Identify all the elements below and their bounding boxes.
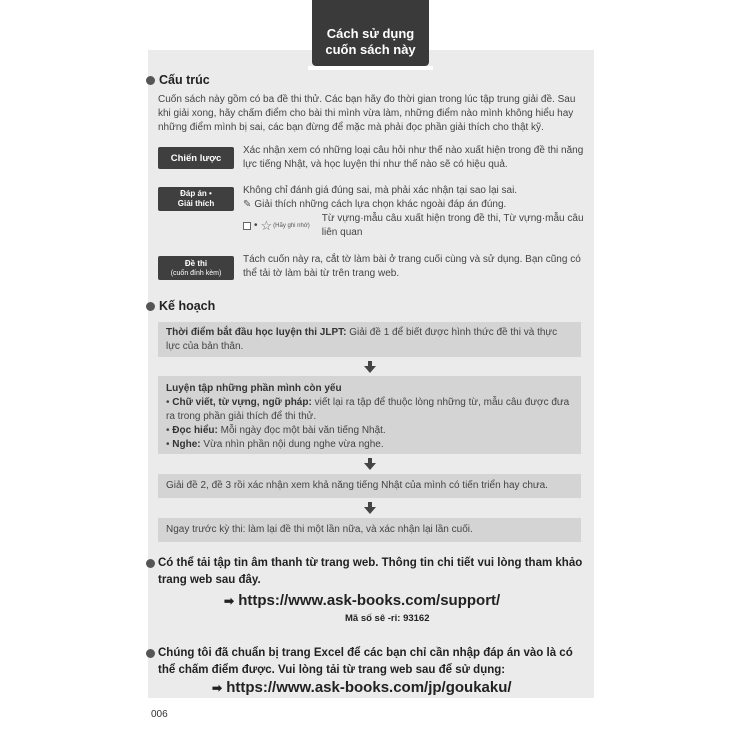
title-line-2: cuốn sách này bbox=[325, 42, 416, 57]
answers-text: Không chỉ đánh giá đúng sai, mà phải xác nhận tại sao lại sai. bbox=[243, 185, 518, 196]
audio-download-text: Có thể tải tập tin âm thanh từ trang web. Thông tin chi tiết vui lòng tham khảo trang web sau đây. bbox=[158, 557, 583, 586]
serial-code: Mã số sê -ri: 93162 bbox=[345, 613, 430, 624]
bullet-dot-icon bbox=[146, 559, 155, 568]
arrow-right-icon: ➡ bbox=[224, 594, 235, 608]
arrow-down-icon bbox=[364, 458, 376, 470]
arrow-down-icon bbox=[364, 502, 376, 514]
plan-step-2: Luyện tập những phần mình còn yếu • Chữ viết, từ vựng, ngữ pháp: viết lại ra tập để thuộc lòng những từ, mẫu câu được đưa ra trong phần giải thích để thi thử. • Đọc hiểu: Mỗi ngày đọc một bài văn tiếng Nhật. • Nghe: Vừa nhìn phần nội dung nghe vừa nghe. bbox=[158, 376, 581, 454]
bullet-dot-icon bbox=[146, 302, 155, 311]
answers-note: ✎ Giải thích những cách lựa chọn khác ngoài đáp án đúng. bbox=[243, 199, 507, 210]
structure-intro: Cuốn sách này gồm có ba đề thi thử. Các bạn hãy đo thời gian trong lúc tập trung giải đề. Sau khi giải xong, hãy chấm điểm cho bài thi mình vừa làm, những điểm nào mình không hiểu hay những điểm mình bị sai, các bạn đừng để mặc mà phải đọc phần giải thích cho thật kỹ. bbox=[158, 94, 576, 133]
checkbox-icon bbox=[243, 222, 251, 230]
star-icon: ☆ bbox=[260, 218, 273, 233]
answers-legend: • ☆ (Hãy ghi nhớ) Từ vựng·mẫu câu xuất hiện trong đề thi, Từ vựng·mẫu câu liên quan bbox=[243, 212, 588, 240]
arrow-right-icon: ➡ bbox=[212, 681, 223, 695]
exam-description: Tách cuốn này ra, cắt tờ làm bài ở trang cuối cùng và sử dụng. Bạn cũng có thể tải tờ làm bài từ trên trang web. bbox=[243, 254, 581, 279]
legend-text: Từ vựng·mẫu câu xuất hiện trong đề thi, Từ vựng·mẫu câu liên quan bbox=[321, 213, 584, 238]
plan-heading: Kế hoạch bbox=[146, 299, 215, 313]
plan-step-2-item: • Nghe: Vừa nhìn phần nội dung nghe vừa nghe. bbox=[166, 439, 384, 450]
bullet-dot-icon bbox=[146, 649, 155, 658]
audio-download-link[interactable]: ➡ https://www.ask-books.com/support/ bbox=[224, 592, 501, 609]
title-line-1: Cách sử dụng bbox=[326, 26, 415, 41]
answers-tag: Đáp án • Giải thích bbox=[158, 187, 234, 211]
bullet-dot-icon bbox=[146, 76, 155, 85]
structure-heading: Cấu trúc bbox=[146, 73, 210, 87]
page-title bbox=[312, 0, 429, 66]
excel-download-link[interactable]: ➡ https://www.ask-books.com/jp/goukaku/ bbox=[212, 679, 512, 696]
strategy-description: Xác nhận xem có những loại câu hỏi như thế nào xuất hiện trong đề thi năng lực tiếng Nhật, và học luyện thi như thế nào sẽ có hiệu quả. bbox=[243, 145, 584, 170]
page-number: 006 bbox=[151, 709, 168, 720]
plan-step-2-item: • Đọc hiểu: Mỗi ngày đọc một bài văn tiếng Nhật. bbox=[166, 425, 386, 436]
strategy-tag: Chiến lược bbox=[158, 147, 234, 169]
excel-download-text: Chúng tôi đã chuẩn bị trang Excel để các bạn chỉ cần nhập đáp án vào là có thể chấm điểm được. Vui lòng tải từ trang web sau để sử dụng: bbox=[158, 647, 573, 676]
plan-step-4: Ngay trước kỳ thi: làm lại đề thi một lần nữa, và xác nhận lại lần cuối. bbox=[158, 518, 581, 542]
exam-tag: Đề thi (cuốn đính kèm) bbox=[158, 256, 234, 280]
pencil-icon: ✎ bbox=[243, 199, 252, 210]
arrow-down-icon bbox=[364, 361, 376, 373]
plan-step-2-item: • Chữ viết, từ vựng, ngữ pháp: viết lại ra tập để thuộc lòng những từ, mẫu câu được đưa ra trong phần giải thích để thi thử. bbox=[166, 397, 570, 422]
answers-description bbox=[243, 184, 588, 240]
legend-note: (Hãy ghi nhớ) bbox=[273, 223, 310, 229]
plan-step-3: Giải đề 2, đề 3 rồi xác nhận xem khả năng tiếng Nhật của mình có tiến triển hay chưa. bbox=[158, 474, 581, 498]
plan-step-1: Thời điểm bắt đầu học luyện thi JLPT: Giải đề 1 để biết được hình thức đề thi và thực lực của bản thân. bbox=[158, 322, 581, 357]
